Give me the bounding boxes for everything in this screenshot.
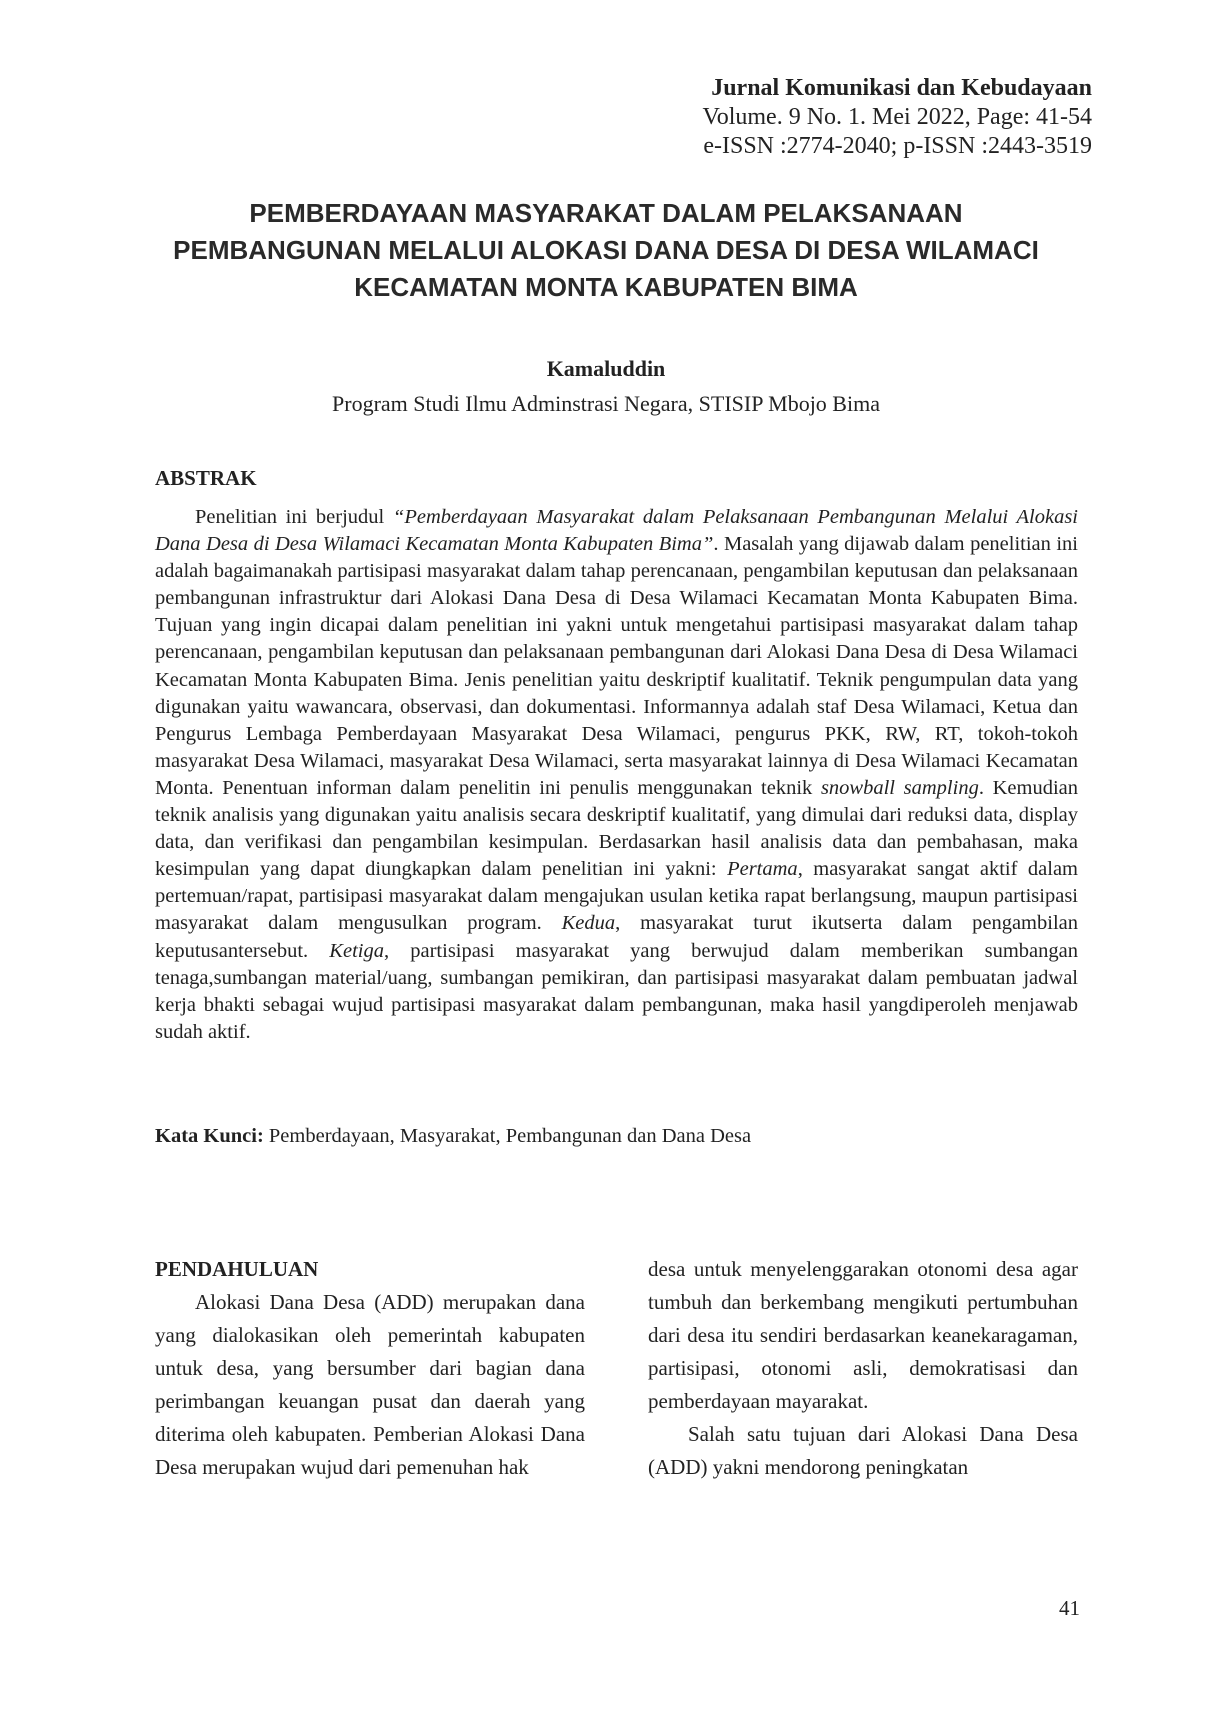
intro-paragraph: Alokasi Dana Desa (ADD) merupakan dana yang dialokasikan oleh pemerintah kabupaten untuk desa, yang bersumber dari bagian dana perimbangan keuangan pusat dan daerah yang diterima oleh kabupaten. Pemberian Alokasi Dana Desa merupakan wujud dari pemenuhan hak xyxy=(155,1290,585,1479)
abstract-text: , masyarakat turut ikutserta dalam pengambilan keputusantersebut. xyxy=(155,912,1078,962)
abstract-text: , partisipasi masyarakat yang berwujud dalam memberikan sumbangan tenaga,sumbangan material/uang, sumbangan pemikiran, dan partisipasi masyarakat dalam pembuatan jadwal kerja bhakti sebagai wujud partisipasi masyarakat dalam pembangunan, maka hasil yangdiperoleh menjawab sudah aktif. xyxy=(155,939,1078,1043)
author-affiliation: Program Studi Ilmu Adminstrasi Negara, STISIP Mbojo Bima xyxy=(332,391,880,416)
abstract-text: . Masalah yang dijawab dalam penelitian ini adalah bagaimanakah partisipasi masyarakat dalam tahap perencanaan, pengambilan keputusan dan pelaksanaan pembangunan infrastruktur dari Alokasi Dana Desa di Desa Wilamaci Kecamatan Monta Kabupaten Bima. Tujuan yang ingin dicapai dalam penelitian ini yakni untuk mengetahui partisipasi masyarakat dalam tahap perencanaan, pengambilan keputusan dan pelaksanaan pembangunan dari Alokasi Dana Desa di Desa Wilamaci Kecamatan Monta Kabupaten Bima. Jenis penelitian yaitu deskriptif kualitatif. Teknik pengumpulan data yang digunakan yaitu wawancara, observasi, dan dokumentasi. Informannya adalah staf Desa Wilamaci, Ketua dan Pengurus Lembaga Pemberdayaan Masyarakat Desa Wilamaci, pengurus PKK, RW, RT, tokoh-tokoh masyarakat Desa Wilamaci, masyarakat Desa Wilamaci, serta masyarakat lainnya di Desa Wilamaci Kecamatan Monta. Penentuan informan dalam penelitin ini penulis menggunakan teknik xyxy=(155,533,1079,799)
intro-paragraph: Salah satu tujuan dari Alokasi Dana Desa (ADD) yakni mendorong peningkatan xyxy=(648,1422,1078,1479)
abstract-text: . Kemudian teknik analisis yang digunakan yaitu analisis secara deskriptif kualitatif, yang dimulai dari reduksi data, display data, dan verifikasi dan pengambilan kesimpulan. Berdasarkan hasil analisis data dan pembahasan, maka kesimpulan yang dapat diungkapkan dalam penelitian ini yakni: xyxy=(155,776,1078,881)
title-line: KECAMATAN MONTA KABUPATEN BIMA xyxy=(354,272,858,302)
page-number: 41 xyxy=(1059,1596,1080,1620)
author-name: Kamaluddin xyxy=(546,356,666,381)
journal-issn: e-ISSN :2774-2040; p-ISSN :2443-3519 xyxy=(703,133,1092,159)
abstract-heading: ABSTRAK xyxy=(155,466,257,490)
abstract-emphasis: Kedua xyxy=(561,912,616,935)
abstract-emphasis: Ketiga xyxy=(329,939,384,962)
abstract-text: , masyarakat sangat aktif dalam pertemuan/rapat, partisipasi masyarakat dalam mengajukan usulan ketika rapat berlangsung, maupun partisipasi masyarakat dalam mengusulkan program. xyxy=(155,858,1078,935)
section-heading: PENDAHULUAN xyxy=(155,1257,319,1281)
journal-volume: Volume. 9 No. 1. Mei 2022, Page: 41-54 xyxy=(702,104,1092,130)
title-line: PEMBERDAYAAN MASYARAKAT DALAM PELAKSANAAN xyxy=(249,198,963,228)
article-title xyxy=(120,195,1092,306)
keywords-label: Kata Kunci: xyxy=(155,1125,264,1147)
abstract-emphasis: Pertama xyxy=(727,858,798,881)
title-line: PEMBANGUNAN MELALUI ALOKASI DANA DESA DI DESA WILAMACI xyxy=(173,235,1039,265)
abstract-text: Penelitian ini berjudul xyxy=(195,506,393,528)
abstract-body xyxy=(155,504,1078,1046)
journal-name: Jurnal Komunikasi dan Kebudayaan xyxy=(711,75,1092,101)
column-right xyxy=(648,1253,1078,1484)
column-left xyxy=(155,1253,585,1484)
journal-header xyxy=(702,74,1092,161)
keywords xyxy=(155,1125,751,1148)
intro-paragraph: desa untuk menyelenggarakan otonomi desa agar tumbuh dan berkembang mengikuti pertumbuhan dari desa itu sendiri berdasarkan keanekaragaman, partisipasi, otonomi asli, demokratisasi dan pemberdayaan mayarakat. xyxy=(648,1257,1078,1413)
keywords-text: Pemberdayaan, Masyarakat, Pembangunan dan Dana Desa xyxy=(263,1125,752,1147)
abstract-emphasis: snowball sampling xyxy=(820,776,979,799)
abstract-title-quote: “Pemberdayaan Masyarakat dalam Pelaksanaan Pembangunan Melalui Alokasi Dana Desa di Desa Wilamaci Kecamatan Monta Kabupaten Bima” xyxy=(155,506,1078,556)
